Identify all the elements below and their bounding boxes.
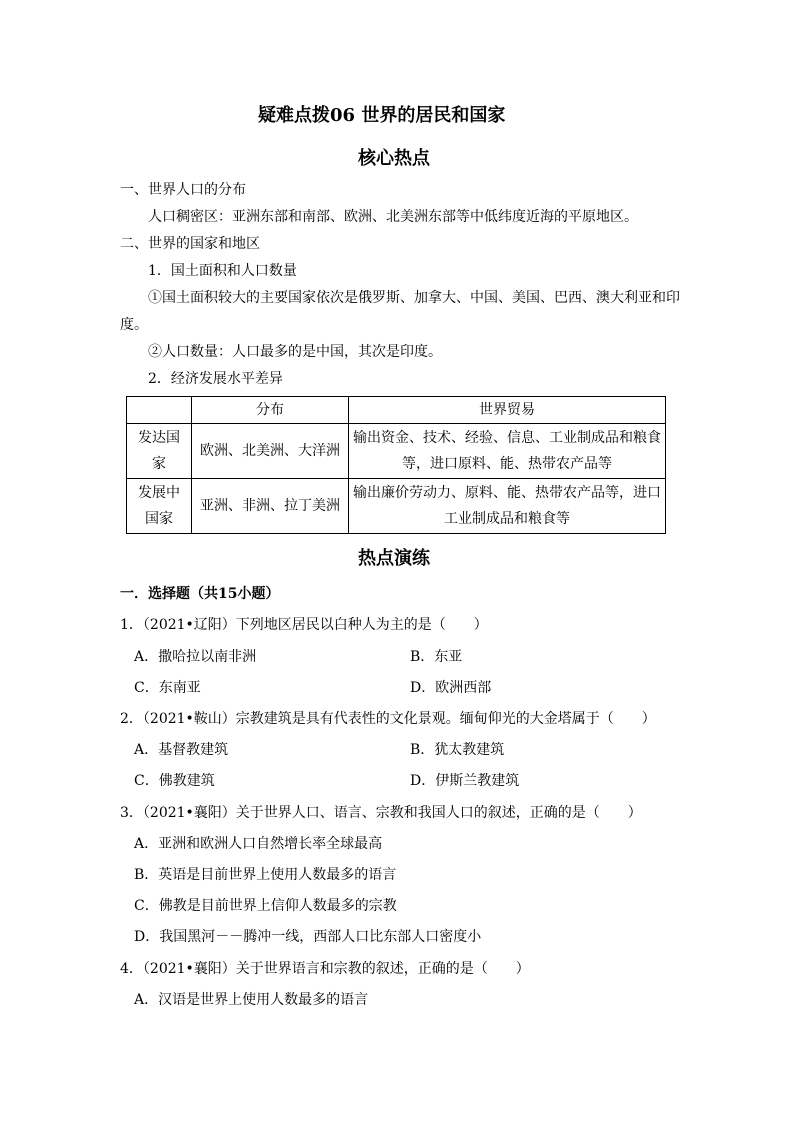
question-stem: 1．（2021•辽阳）下列地区居民以白种人为主的是（ ） [120, 617, 488, 633]
table-row-label [127, 479, 192, 534]
section-core-heading: 核心热点 [358, 148, 430, 169]
section-practice-heading: 热点演练 [358, 548, 430, 569]
practice-heading: 一．选择题（共15小题） [120, 586, 280, 602]
table-cell-distribution: 欧洲、北美洲、大洋洲 [192, 424, 349, 479]
table-header-cell: 分布 [192, 397, 349, 424]
table-row [127, 479, 666, 534]
table-cell-trade [349, 424, 666, 479]
page-title: 疑难点拨06 世界的居民和国家 [258, 105, 506, 126]
table-row-label [127, 424, 192, 479]
table-cell-trade [349, 479, 666, 534]
question-stem: 4．（2021•襄阳）关于世界语言和宗教的叙述，正确的是（ ） [120, 961, 530, 977]
option-a[interactable]: A．汉语是世界上使用人数最多的语言 [134, 992, 369, 1008]
option-c[interactable]: C．佛教是目前世界上信仰人数最多的宗教 [134, 898, 397, 914]
table-row-label-line: 家 [152, 456, 166, 472]
table-cell-trade-line: 等，进口原料、能、热带农产品等 [402, 456, 612, 472]
table-header-row [127, 397, 666, 424]
option-d[interactable]: D．伊斯兰教建筑 [410, 773, 520, 789]
table-row-label-line: 发展中 [138, 485, 180, 501]
outline-item-1-line-1: ①国土面积较大的主要国家依次是俄罗斯、加拿大、中国、美国、巴西、澳大利亚和印 [148, 290, 680, 306]
table-cell-trade-line: 输出资金、技术、经验、信息、工业制成品和粮食 [353, 430, 661, 446]
option-b[interactable]: B．英语是目前世界上使用人数最多的语言 [134, 867, 397, 883]
outline-item-1-line-2: 度。 [120, 317, 148, 333]
outline-item-2: ②人口数量：人口最多的是中国，其次是印度。 [148, 344, 442, 360]
outline-subheading-1: 1．国土面积和人口数量 [148, 263, 297, 279]
question-stem: 3．（2021•襄阳）关于世界人口、语言、宗教和我国人口的叙述，正确的是（ ） [120, 805, 642, 821]
outline-heading-2: 二、世界的国家和地区 [120, 236, 260, 252]
option-a[interactable]: A．基督教建筑 [134, 742, 229, 758]
table-header-cell [127, 397, 192, 424]
table-row [127, 424, 666, 479]
option-a[interactable]: A．亚洲和欧洲人口自然增长率全球最高 [134, 836, 383, 852]
table-header-cell: 世界贸易 [349, 397, 666, 424]
table-row-label-line: 国家 [145, 511, 173, 527]
option-b[interactable]: B．东亚 [410, 649, 463, 665]
option-a[interactable]: A．撒哈拉以南非洲 [134, 649, 257, 665]
outline-subheading-2: 2．经济发展水平差异 [148, 371, 283, 387]
option-c[interactable]: C．佛教建筑 [134, 773, 215, 789]
economy-table [126, 396, 666, 534]
outline-heading-1: 一、世界人口的分布 [120, 182, 246, 198]
option-b[interactable]: B．犹太教建筑 [410, 742, 505, 758]
table-cell-distribution: 亚洲、非洲、拉丁美洲 [192, 479, 349, 534]
option-c[interactable]: C．东南亚 [134, 680, 201, 696]
outline-text-1: 人口稠密区：亚洲东部和南部、欧洲、北美洲东部等中低纬度近海的平原地区。 [148, 209, 638, 225]
table-row-label-line: 发达国 [138, 430, 180, 446]
question-stem: 2．（2021•鞍山）宗教建筑是具有代表性的文化景观。缅甸仰光的大金塔属于（ ） [120, 711, 656, 727]
table-cell-trade-line: 输出廉价劳动力、原料、能、热带农产品等，进口 [353, 485, 661, 501]
option-d[interactable]: D．我国黑河－－腾冲一线，西部人口比东部人口密度小 [134, 929, 482, 945]
option-d[interactable]: D．欧洲西部 [410, 680, 492, 696]
table-cell-trade-line: 工业制成品和粮食等 [444, 511, 570, 527]
